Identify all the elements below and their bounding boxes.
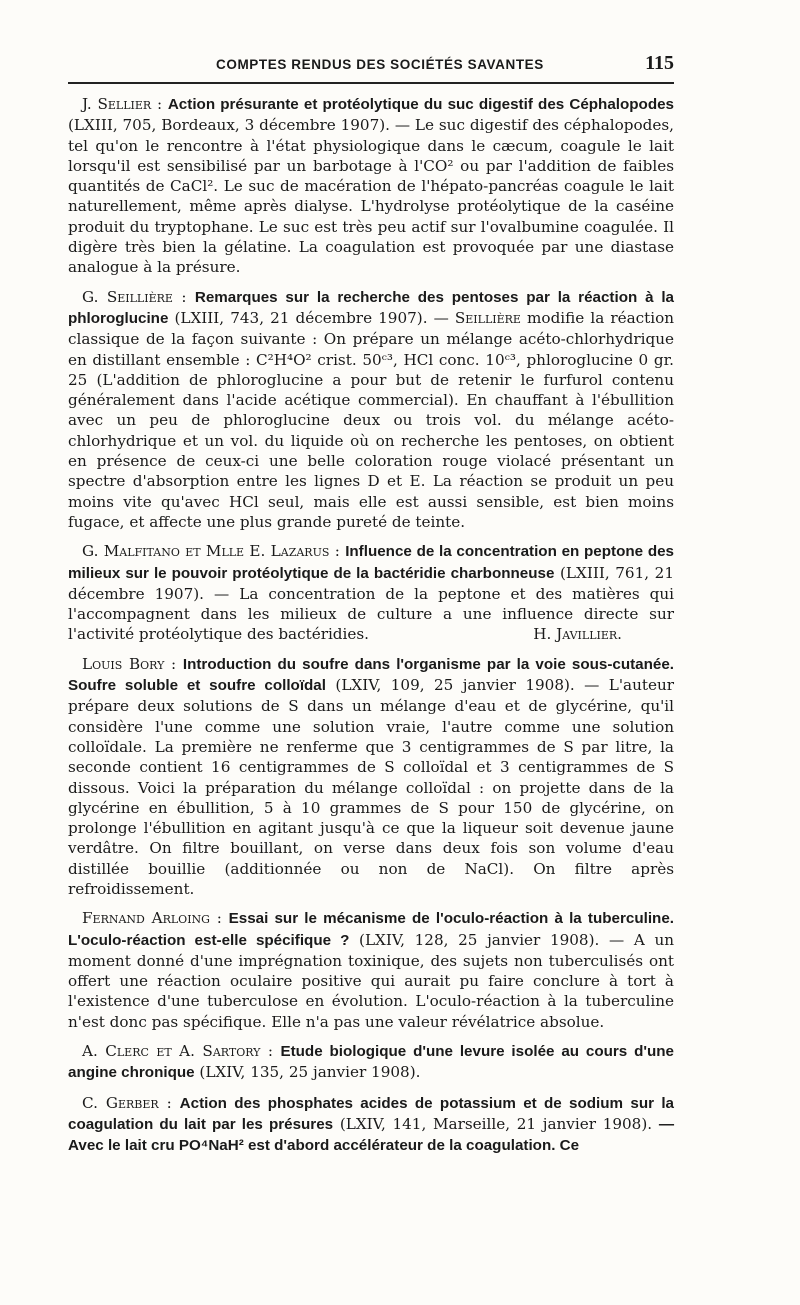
entry-clerc-sartory: A. Clerc et A. Sartory : Etude biologique d'une levure isolée au cours d'une angine chronique (LXIV, 135, 25 janvier 1908).	[68, 1042, 674, 1082]
entry-dash-author: — Seillière	[433, 308, 521, 327]
entry-author: C. Gerber	[82, 1093, 159, 1112]
entry-citation: (LXIII, 761, 21 décembre 1907).	[68, 563, 674, 603]
page-number: 115	[645, 52, 674, 74]
entry-text: — Avec le lait cru PO⁴NaH² est d'abord accélérateur de la coagulation. Ce	[68, 1115, 674, 1155]
entry-author: G. Seillière	[82, 287, 173, 306]
entry-citation: (LXIII, 705, Bordeaux, 3 décembre 1907).	[68, 116, 390, 135]
page	[68, 52, 674, 1166]
entry-citation: (LXIV, 141, Marseille, 21 janvier 1908).	[339, 1114, 653, 1133]
running-head-title: COMPTES RENDUS DES SOCIÉTÉS SAVANTES	[216, 57, 544, 72]
reviewer-signature: H. Javillier.	[533, 625, 622, 644]
entry-title: Influence de la concentration en peptone des milieux sur le pouvoir protéolytique de la bactéridie charbonneuse	[68, 543, 674, 582]
entry-title: Etude biologique d'une levure isolée au cours d'une angine chronique	[68, 1043, 674, 1082]
entry-text: — A un moment donné d'une imprégnation toxinique, des sujets non tuberculisés ont offert une réaction oculaire positive qui aurait pu faire conclure à tort à l'existence d'une tuberculose en évolution. L'oculo-réaction à la tuberculine n'est donc pas spécifique. Elle n'a pas une valeur révélatrice absolue.	[68, 930, 675, 1031]
entry-author: Louis Bory	[82, 654, 165, 673]
entry-author: J. Sellier	[82, 95, 152, 113]
entry-text: — La concentration de la peptone et des matières qui l'accompagnent dans les milieux de culture a une influence directe sur l'activité protéolytique des bactéridies.	[68, 584, 675, 644]
entry-bory: Louis Bory : Introduction du soufre dans l'organisme par la voie sous-cutanée. Soufre soluble et soufre colloïdal (LXIV, 109, 25 janvier 1908). — L'auteur prépare deux solutions de S dans un mélange d'eau et de glycérine, qu'il considère l'une comme une solution vraie, l'autre comme une solution colloïdale. La première ne renferme que 3 centigrammes de S par litre, la seconde contient 16 centigrammes de S colloïdal et 3 centigrammes de S dissous. Voici la préparation du mélange colloïdal : on projette dans de la glycérine en ébullition, 5 à 10 grammes de S pour 150 de glycérine, on prolonge l'ébullition en agitant jusqu'à ce que la liqueur soit devenue jaune verdâtre. On filtre bouillant, on verse dans deux fois son volume d'eau distillée bouillie (additionnée ou non de NaCl). On filtre après refroidissement.	[68, 654, 674, 898]
entry-text: — Le suc digestif des céphalopodes, tel qu'on le rencontre à l'état physiologique dans le cæcum, coagule le lait lorsqu'il est sensibilisé par un barbotage à l'CO² ou par l'addition de faibles quantités de CaCl². Le suc de macération de l'hépato-pancréas coagule le lait naturellement, même après dialyse. L'hydrolyse protéolytique de la caséine produit du tryptophane. Le suc est très peu actif sur l'ovalbumine coagulée. Il digère très bien la gélatine. La coagulation est provoquée par une diastase analogue à la présure.	[68, 116, 674, 277]
entry-author: Fernand Arloing	[82, 909, 210, 928]
entry-citation: (LXIII, 743, 21 décembre 1907).	[174, 308, 428, 327]
entry-seilliere: G. Seillière : Remarques sur la recherche des pentoses par la réaction à la phloroglucine (LXIII, 743, 21 décembre 1907). — Seillière modifie la réaction classique de la façon suivante : On prépare un mélange acéto-chlorhydrique en distillant ensemble : C²H⁴O² crist. 50ᶜ³, HCl conc. 10ᶜ³, phloroglucine 0 gr. 25 (L'addition de phloroglucine a pour but de retenir le furfurol contenu généralement dans l'acide acétique commercial). En chauffant à l'ébullition avec un peu de phloroglucine deux ou trois vol. du mélange acéto-chlorhydrique et un vol. du liquide où on recherche les pentoses, on obtient en présence de ceux-ci une belle coloration rouge violacé présentant un spectre d'absorption entre les lignes D et E. La réaction se produit un peu moins vite qu'avec HCl seul, mais elle est aussi sensible, est bien moins fugace, et affecte une plus grande pureté de teinte.	[68, 287, 675, 531]
entry-title: Action des phosphates acides de potassium et de sodium sur la coagulation du lait par les présures	[68, 1094, 674, 1133]
entry-citation: (LXIV, 128, 25 janvier 1908).	[359, 930, 600, 949]
entry-title: Introduction du soufre dans l'organisme par la voie sous-cutanée. Soufre soluble et soufre colloïdal	[68, 655, 674, 695]
entry-title: Essai sur le mécanisme de l'oculo-réaction à la tuberculine. L'oculo-réaction est-elle spécifique ?	[68, 910, 674, 949]
entry-title: Action présurante et protéolytique du suc digestif des Céphalopodes	[167, 96, 675, 113]
entry-title: Remarques sur la recherche des pentoses par la réaction à la phloroglucine	[68, 288, 674, 327]
entry-author: G. Malfitano et Mlle E. Lazarus	[82, 542, 330, 561]
entry-sellier: J. Sellier : Action présurante et protéolytique du suc digestif des Céphalopodes (LXIII, 705, Bordeaux, 3 décembre 1907). — Le suc digestif des céphalopodes, tel qu'on le rencontre à l'état physiologique dans le cæcum, coagule le lait lorsqu'il est sensibilisé par un barbotage à l'CO² ou par l'addition de faibles quantités de CaCl². Le suc de macération de l'hépato-pancréas coagule le lait naturellement, même après dialyse. L'hydrolyse protéolytique de la caséine produit du tryptophane. Le suc est très peu actif sur l'ovalbumine coagulée. Il digère très bien la gélatine. La coagulation est provoquée par une diastase analogue à la présure.	[68, 95, 675, 277]
entry-text: — L'auteur prépare deux solutions de S dans un mélange d'eau et de glycérine, qu'il considère l'une comme une solution vraie, l'autre comme une solution colloïdale. La première ne renferme que 3 centigrammes de S par litre, la seconde contient 16 centigrammes de S colloïdal et 3 centigrammes de S dissous. Voici la préparation du mélange colloïdal : on projette dans de la glycérine en ébullition, 5 à 10 grammes de S pour 150 de glycérine, on prolonge l'ébullition en agitant jusqu'à ce que la liqueur soit devenue jaune verdâtre. On filtre bouillant, on verse dans deux fois son volume d'eau distillée bouillie (additionnée ou non de NaCl). On filtre après refroidissement.	[68, 676, 674, 898]
running-head	[68, 52, 674, 84]
entry-text: modifie la réaction classique de la façon suivante : On prépare un mélange acéto-chlorhydrique en distillant ensemble : C²H⁴O² crist. 50ᶜ³, HCl conc. 10ᶜ³, phloroglucine 0 gr. 25 (L'addition de phloroglucine a pour but de retenir le furfurol contenu généralement dans l'acide acétique commercial). En chauffant à l'ébullition avec un peu de phloroglucine deux ou trois vol. du mélange acéto-chlorhydrique et un vol. du liquide où on recherche les pentoses, on obtient en présence de ceux-ci une belle coloration rouge violacé présentant un spectre d'absorption entre les lignes D et E. La réaction se produit un peu moins vite qu'avec HCl seul, mais elle est aussi sensible, est bien moins fugace, et affecte une plus grande pureté de teinte.	[68, 308, 675, 531]
entry-gerber: C. Gerber : Action des phosphates acides de potassium et de sodium sur la coagulation du lait par les présures (LXIV, 141, Marseille, 21 janvier 1908). — Avec le lait cru PO⁴NaH² est d'abord accélérateur de la coagulation. Ce	[68, 1093, 674, 1155]
entry-author: A. Clerc et A. Sartory	[82, 1042, 261, 1061]
entry-arloing: Fernand Arloing : Essai sur le mécanisme de l'oculo-réaction à la tuberculine. L'oculo-réaction est-elle spécifique ? (LXIV, 128, 25 janvier 1908). — A un moment donné d'une imprégnation toxinique, des sujets non tuberculisés ont offert une réaction oculaire positive qui aurait pu faire conclure à tort à l'existence d'une tuberculose en évolution. L'oculo-réaction à la tuberculine n'est donc pas spécifique. Elle n'a pas une valeur révélatrice absolue.	[68, 909, 675, 1031]
entry-citation: (LXIV, 109, 25 janvier 1908).	[335, 676, 575, 695]
entry-citation: (LXIV, 135, 25 janvier 1908).	[199, 1063, 421, 1082]
entry-malfitano: G. Malfitano et Mlle E. Lazarus : Influence de la concentration en peptone des milieux sur le pouvoir protéolytique de la bactéridie charbonneuse (LXIII, 761, 21 décembre 1907). — La concentration de la peptone et des matières qui l'accompagnent dans les milieux de culture a une influence directe sur l'activité protéolytique des bactéridies. H. Javillier.	[68, 542, 675, 644]
